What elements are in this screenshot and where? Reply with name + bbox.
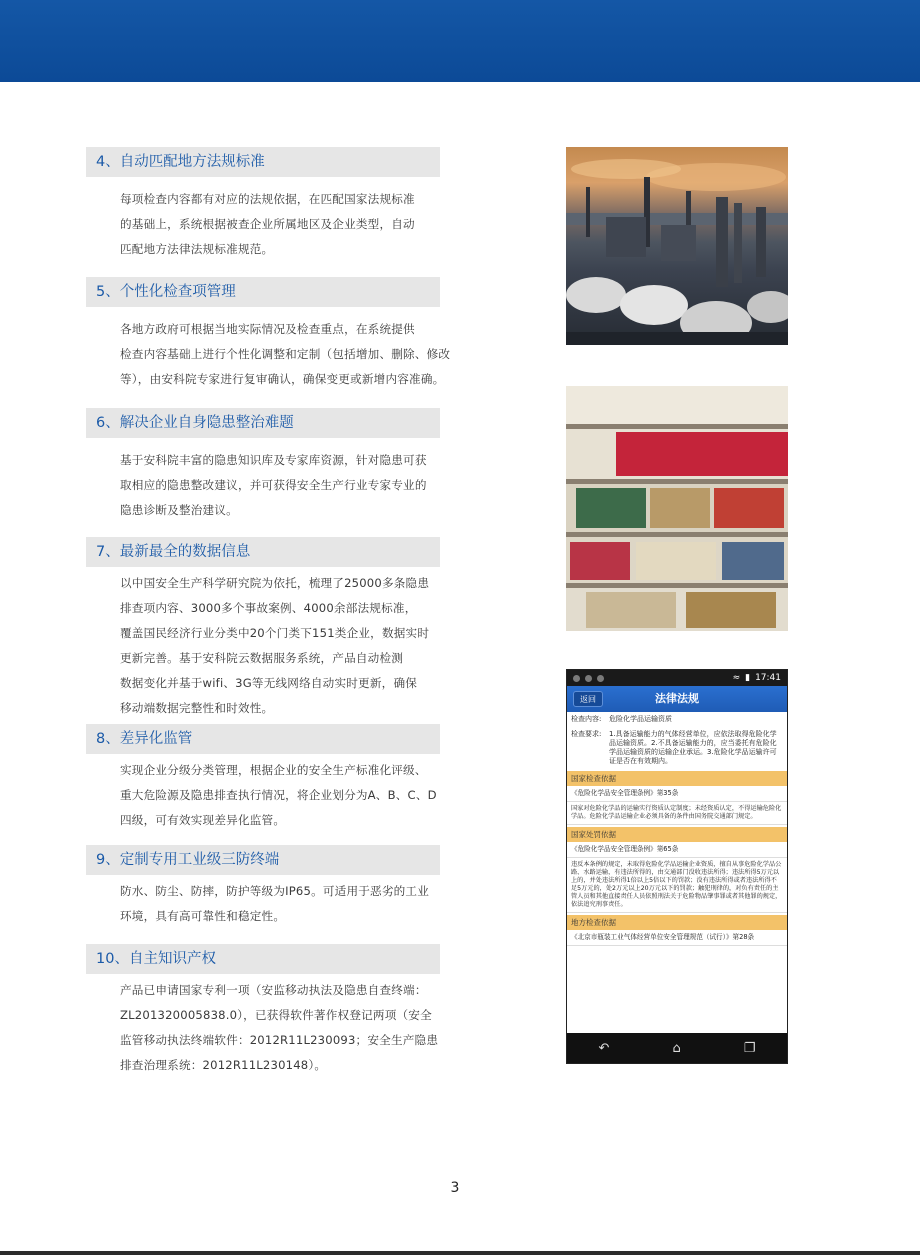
back-icon[interactable]: ↶ <box>598 1040 610 1056</box>
section-5 <box>86 277 451 392</box>
status-time: 17:41 <box>755 673 781 683</box>
section-title: 4、自动匹配地方法规标准 <box>86 147 440 177</box>
check-content-row <box>567 712 787 727</box>
check-requirement-value: 1.具备运输能力的气体经营单位，应依法取得危险化学品运输资质。2.不具备运输能力的，应当委托有危险化学品运输资质的运输企业承运。3.危险化学品运输许可证是否在有效期内。 <box>609 730 777 765</box>
national-basis-header: 国家检查依据 <box>567 771 787 786</box>
body-line: 防水、防尘、防摔，防护等级为IP65。可适用于恶劣的工业 <box>120 884 430 898</box>
check-content-value: 危险化学品运输资质 <box>609 715 672 723</box>
section-body <box>86 317 451 392</box>
section-7 <box>86 537 440 721</box>
local-basis-citation[interactable]: 《北京市瓶装工业气体经营单位安全管理规范（试行）》第28条 <box>567 930 787 946</box>
back-button[interactable]: 返回 <box>573 691 603 707</box>
body-line: 等），由安科院专家进行复审确认，确保变更或新增内容准确。 <box>120 372 445 386</box>
section-body <box>86 978 440 1078</box>
section-6 <box>86 408 440 523</box>
status-bar <box>567 670 787 686</box>
check-requirement-row <box>567 727 787 769</box>
refinery-photo <box>566 147 788 345</box>
body-line: 各地方政府可根据当地实际情况及检查重点，在系统提供 <box>120 322 415 336</box>
section-body <box>86 758 440 833</box>
body-line: 排查项内容、3000多个事故案例、4000余部法规标准， <box>120 601 417 615</box>
section-title: 8、差异化监管 <box>86 724 440 754</box>
body-line: 更新完善。基于安科院云数据服务系统，产品自动检测 <box>120 651 404 665</box>
status-icons <box>573 675 604 682</box>
section-body <box>86 879 440 929</box>
body-line: 匹配地方法律法规标准规范。 <box>120 242 274 256</box>
header-band <box>0 0 920 82</box>
body-line: 移动端数据完整性和时效性。 <box>120 701 274 715</box>
body-line: 监管移动执法终端软件：2012R11L230093；安全生产隐患 <box>120 1033 439 1047</box>
section-body <box>86 571 440 721</box>
recent-apps-icon[interactable]: ❐ <box>743 1040 756 1056</box>
app-title: 法律法规 <box>655 692 699 705</box>
body-line: 产品已申请国家专利一项（安监移动执法及隐患自查终端： <box>120 983 427 997</box>
section-9 <box>86 845 440 929</box>
section-title: 9、定制专用工业级三防终端 <box>86 845 440 875</box>
national-penalty-header: 国家处罚依据 <box>567 827 787 842</box>
national-penalty-text: 违反本条例的规定，未取得危险化学品运输企业资质，擅自从事危险化学品公路、水路运输，有违法所得的，由交通部门没收违法所得；违法所得5万元以上的，并处违法所得1倍以上5倍以下的罚款；没有违法所得或者违法所得不足5万元的，处2万元以上20万元以下的罚款；触犯刑律的，对负有责任的主管人员和其他直接责任人员依照刑法关于危险物品肇事罪或者其他罪的规定，依法追究刑事责任。 <box>567 858 787 913</box>
body-line: 重大危险源及隐患排查执行情况，将企业划分为A、B、C、D <box>120 788 437 802</box>
section-title: 7、最新最全的数据信息 <box>86 537 440 567</box>
phone-screenshot <box>566 669 788 1064</box>
body-line: 四级，可有效实现差异化监管。 <box>120 813 286 827</box>
body-line: 环境，具有高可靠性和稳定性。 <box>120 909 286 923</box>
refinery-illustration <box>566 147 788 345</box>
home-icon[interactable]: ⌂ <box>672 1040 681 1056</box>
body-line: 基于安科院丰富的隐患知识库及专家库资源，针对隐患可获 <box>120 453 427 467</box>
body-line: 实现企业分级分类管理，根据企业的安全生产标准化评级、 <box>120 763 427 777</box>
bookshelf-illustration <box>566 386 788 631</box>
section-title: 6、解决企业自身隐患整治难题 <box>86 408 440 438</box>
body-line: 每项检查内容都有对应的法规依据，在匹配国家法规标准 <box>120 192 415 206</box>
check-requirement-label: 检查要求: <box>571 730 602 738</box>
national-penalty-citation[interactable]: 《危险化学品安全管理条例》第65条 <box>567 842 787 858</box>
android-nav-bar <box>567 1033 787 1063</box>
body-line: 数据变化并基于wifi、3G等无线网络自动实时更新，确保 <box>120 676 418 690</box>
app-bar <box>567 686 787 712</box>
national-basis-text: 国家对危险化学品的运输实行资质认定制度；未经资质认定，不得运输危险化学品。危险化学品运输企业必须具备的条件由国务院交通部门规定。 <box>567 802 787 825</box>
android-icon <box>597 675 604 682</box>
body-line: 覆盖国民经济行业分类中20个门类下151类企业，数据实时 <box>120 626 430 640</box>
notification-icon <box>573 675 580 682</box>
body-line: 排查治理系统：2012R11L230148）。 <box>120 1058 327 1072</box>
local-basis-header: 地方检查依据 <box>567 915 787 930</box>
section-10 <box>86 944 440 1078</box>
body-line: ZL201320005838.0），已获得软件著作权登记两项（安全 <box>120 1008 432 1022</box>
usb-icon <box>585 675 592 682</box>
body-line: 隐患诊断及整治建议。 <box>120 503 238 517</box>
battery-icon: ▮ <box>745 673 751 683</box>
status-right <box>733 673 781 683</box>
section-4 <box>86 147 440 262</box>
national-basis-citation[interactable]: 《危险化学品安全管理条例》第35条 <box>567 786 787 802</box>
page-number: 3 <box>450 1180 460 1196</box>
section-body <box>86 448 440 523</box>
body-line: 以中国安全生产科学研究院为依托，梳理了25000多条隐患 <box>120 576 430 590</box>
section-title: 10、自主知识产权 <box>86 944 440 974</box>
footer-band <box>0 1251 920 1255</box>
body-line: 检查内容基础上进行个性化调整和定制（包括增加、删除、修改 <box>120 347 451 361</box>
section-body <box>86 187 440 262</box>
body-line: 的基础上，系统根据被查企业所属地区及企业类型，自动 <box>120 217 415 231</box>
wifi-icon: ≈ <box>732 673 741 683</box>
section-title: 5、个性化检查项管理 <box>86 277 440 307</box>
section-8 <box>86 724 440 833</box>
body-line: 取相应的隐患整改建议，并可获得安全生产行业专家专业的 <box>120 478 427 492</box>
check-content-label: 检查内容: <box>571 715 602 723</box>
bookshelf-photo <box>566 386 788 631</box>
